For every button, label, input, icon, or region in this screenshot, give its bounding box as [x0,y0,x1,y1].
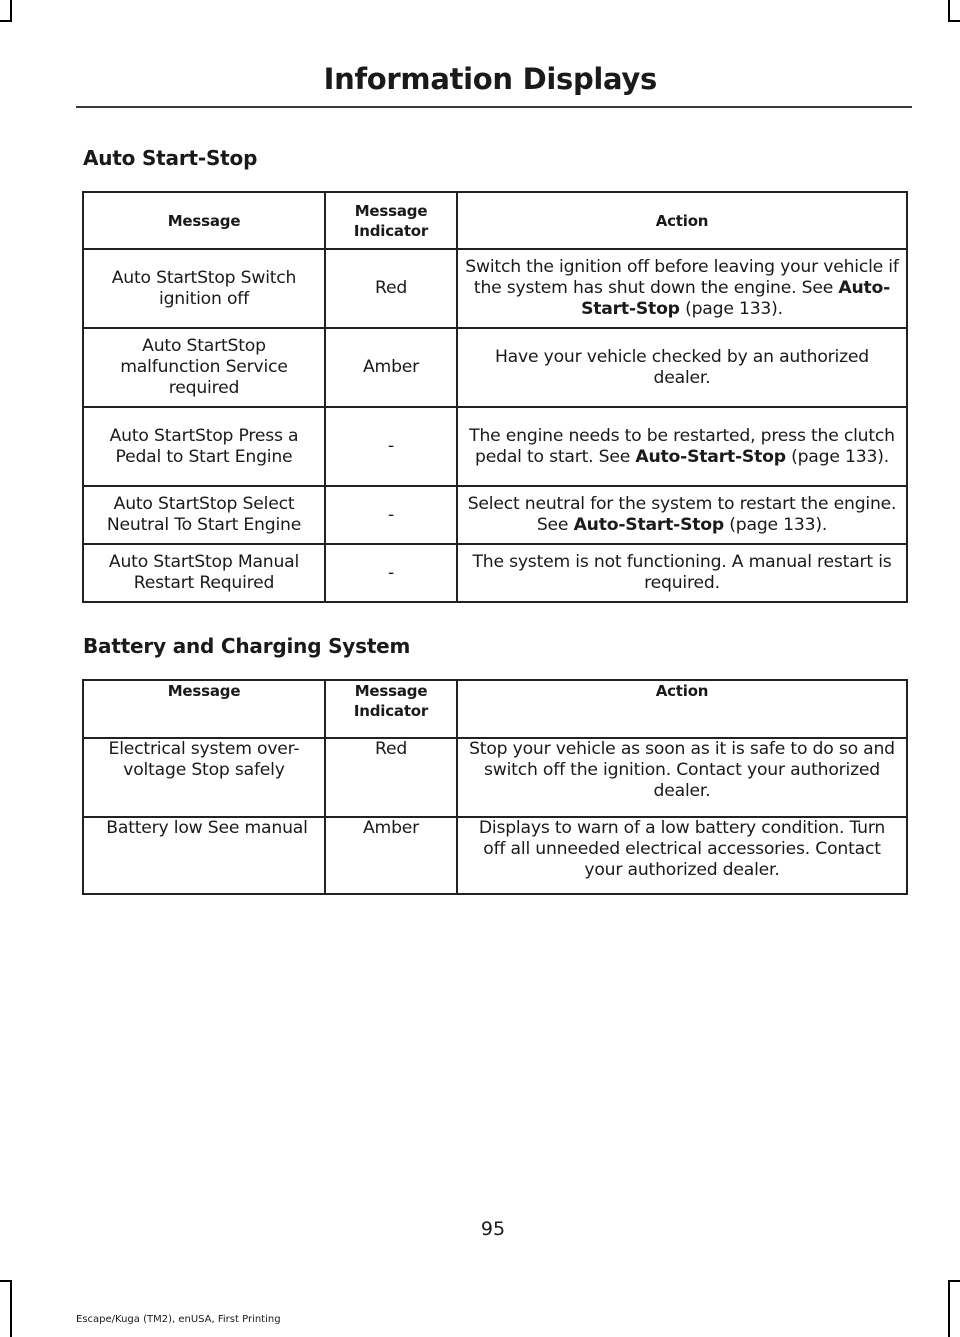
indicator-cell: Red [325,249,457,328]
action-cell [457,544,907,602]
column-header-indicator-label: Message Indicator [353,682,429,720]
column-header-indicator [325,680,457,738]
message-text: Electrical system over-voltage Stop safely [108,739,300,780]
message-text: Auto StartStop Manual Restart Required [108,552,300,593]
column-header-indicator [325,192,457,249]
action-text: Have your vehicle checked by an authorized dealer. [494,346,870,388]
table-row [83,249,907,328]
cross-reference-link[interactable]: Auto-Start-Stop [573,515,724,535]
indicator-cell: - [325,407,457,486]
crop-mark [0,20,12,22]
indicator-cell: Amber [325,817,457,894]
crop-mark [10,0,12,22]
footer-edition-text: Escape/Kuga (TM2), enUSA, First Printing [76,1314,281,1325]
indicator-cell: Red [325,738,457,817]
message-text: Auto StartStop malfunction Service required [120,336,288,398]
indicator-cell: Amber [325,328,457,407]
table-row [83,544,907,602]
action-cell [457,328,907,407]
page-reference: (page 133). [791,446,889,467]
column-header-indicator-label: Message Indicator [353,201,429,240]
page-number: 95 [480,1218,506,1240]
crop-mark [10,1280,12,1337]
table-row [83,738,907,817]
action-cell [457,486,907,544]
cross-reference-link[interactable]: Auto-Start-Stop [581,278,891,319]
action-cell [457,407,907,486]
message-cell [83,544,325,602]
auto-start-stop-table [82,191,908,603]
table-row [83,486,907,544]
cross-reference-link[interactable]: Auto-Start-Stop [635,446,786,467]
column-header-message: Message [83,680,325,738]
message-text: Battery low See manual [106,818,308,838]
battery-charging-table [82,679,908,895]
indicator-cell: - [325,544,457,602]
action-text: Stop your vehicle as soon as it is safe to do so and switch off the ignition. Contact your authorized dealer. [469,739,895,801]
action-cell [457,249,907,328]
action-text: The engine needs to be restarted, press the clutch pedal to start. See [469,425,895,467]
page-header-title: Information Displays [323,62,657,96]
page-reference: (page 133). [685,299,783,319]
section-title-auto-start-stop: Auto Start-Stop [83,146,258,170]
message-text: Auto StartStop Switch ignition off [111,267,297,309]
action-text: Switch the ignition off before leaving your vehicle if the system has shut down the engine. See [465,257,899,298]
table-row [83,328,907,407]
message-cell [83,486,325,544]
page-reference: (page 133). [729,515,828,535]
table-row [83,817,907,894]
column-header-action: Action [457,680,907,738]
crop-mark [948,1280,950,1337]
message-text: Auto StartStop Press a Pedal to Start Engine [109,425,299,467]
message-cell [83,407,325,486]
message-cell [83,738,325,817]
message-cell [83,249,325,328]
section-title-battery-charging: Battery and Charging System [83,634,411,658]
column-header-action: Action [457,192,907,249]
message-cell [83,328,325,407]
table-row [83,407,907,486]
action-text: Displays to warn of a low battery condition. Turn off all unneeded electrical accessories. Contact your authorized dealer. [478,818,886,880]
message-text: Auto StartStop Select Neutral To Start Engine [106,494,302,535]
action-cell [457,738,907,817]
action-text: The system is not functioning. A manual restart is required. [472,552,892,593]
header-rule [76,106,912,108]
indicator-cell: - [325,486,457,544]
table-header-row [83,680,907,738]
table-header-row [83,192,907,249]
crop-mark [948,0,950,22]
action-text: Select neutral for the system to restart the engine. See [467,494,897,535]
crop-mark [948,20,960,22]
column-header-message: Message [83,192,325,249]
action-cell [457,817,907,894]
message-cell [83,817,325,894]
